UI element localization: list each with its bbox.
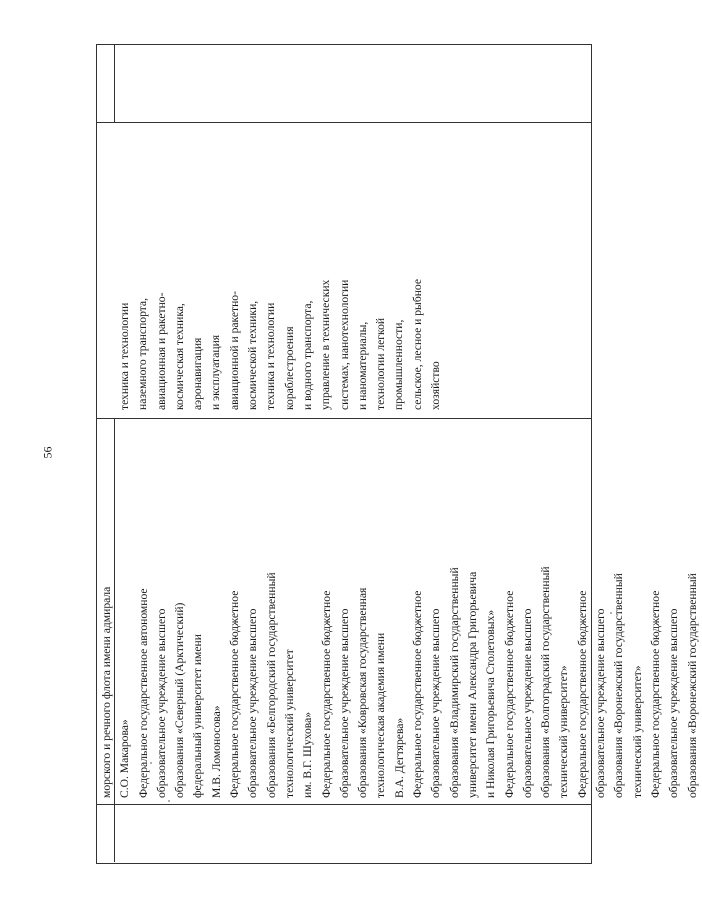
text-line: технический университет» (557, 665, 571, 798)
scan-speck (150, 762, 152, 764)
scan-speck (610, 612, 612, 614)
text-line: системах, нанотехнологии (337, 279, 351, 410)
text-line: Федеральное государственное бюджетное (502, 590, 516, 798)
text-line: сельское, лесное и рыбное (410, 278, 424, 410)
table-row-divider (96, 418, 592, 419)
text-line: образовательное учреждение высшего (667, 608, 681, 798)
text-line: образовательное учреждение высшего (154, 608, 168, 798)
directions-cell (116, 279, 445, 410)
text-line: образовательное учреждение высшего (337, 608, 351, 798)
text-line: космической техники, (246, 300, 260, 410)
text-line: технологический университет (282, 649, 296, 798)
text-line: образования «Владимирский государственный (447, 567, 461, 798)
text-line: В.А. Дегтярева» (392, 717, 406, 798)
text-line: управление в технических (319, 279, 333, 410)
text-line: образования «Северный (Арктический) (173, 602, 187, 798)
text-line: Федеральное государственное бюджетное (575, 590, 589, 798)
text-line: образования «Белгородский государственный (264, 572, 278, 798)
text-line: образовательное учреждение высшего (429, 608, 443, 798)
text-line: С.О. Макарова» (118, 719, 132, 798)
text-line: Федеральное государственное бюджетное (228, 590, 242, 798)
text-line: техника и технологии (118, 302, 131, 410)
text-line: и Николая Григорьевича Столетовых» (484, 609, 498, 798)
text-line: авиационная и ракетно- (154, 292, 168, 410)
text-line: и водного транспорта, (300, 300, 314, 410)
text-line: и наноматериалы, (355, 321, 369, 410)
table-row-divider (96, 804, 592, 805)
text-line: образования «Волгоградский государственный (539, 566, 553, 798)
text-line: наземного транспорта, (136, 298, 150, 410)
text-line: образования «Воронежский государственный (612, 573, 626, 798)
page-number: 56 (40, 446, 55, 459)
text-line: М.В. Ломоносова» (209, 705, 223, 798)
text-line: Федеральное государственное бюджетное (411, 590, 425, 798)
text-line: кораблестроения (282, 326, 296, 410)
text-line: промышленности, (392, 319, 406, 410)
text-line: университет имени Александра Григорьевича (465, 571, 479, 798)
text-line: космическая техника, (172, 303, 186, 410)
text-line: Федеральное государственное бюджетное (648, 590, 662, 798)
text-line: технологическая академия имени (374, 632, 388, 798)
text-line: технологии легкой (374, 317, 388, 410)
text-line: образовательное учреждение высшего (246, 608, 260, 798)
text-line: Федеральное государственное автономное (136, 588, 150, 798)
text-line: образования «Воронежский государственный (685, 573, 699, 798)
text-line: хозяйство (429, 361, 443, 410)
text-line: Федеральное государственное бюджетное (319, 590, 333, 798)
text-line: образования «Ковровская государственная (356, 587, 370, 798)
text-line: морского и речного флота имени адмирала (100, 586, 113, 798)
text-line: образовательное учреждение высшего (520, 608, 534, 798)
text-line: им. В.Г. Шухова» (301, 711, 315, 798)
scan-speck (168, 800, 170, 802)
text-line: аэронавигация (191, 337, 205, 410)
table-column-divider (114, 44, 115, 122)
text-line: образовательное учреждение высшего (594, 608, 608, 798)
table-row-divider (96, 122, 592, 123)
text-line: технический университет» (630, 665, 644, 798)
text-line: авиационной и ракетно- (227, 291, 241, 410)
institutions-cell (98, 566, 702, 798)
text-line: и эксплуатация (209, 334, 223, 410)
text-line: техника и технологии (264, 302, 278, 410)
text-line: федеральный университет имени (191, 634, 205, 798)
